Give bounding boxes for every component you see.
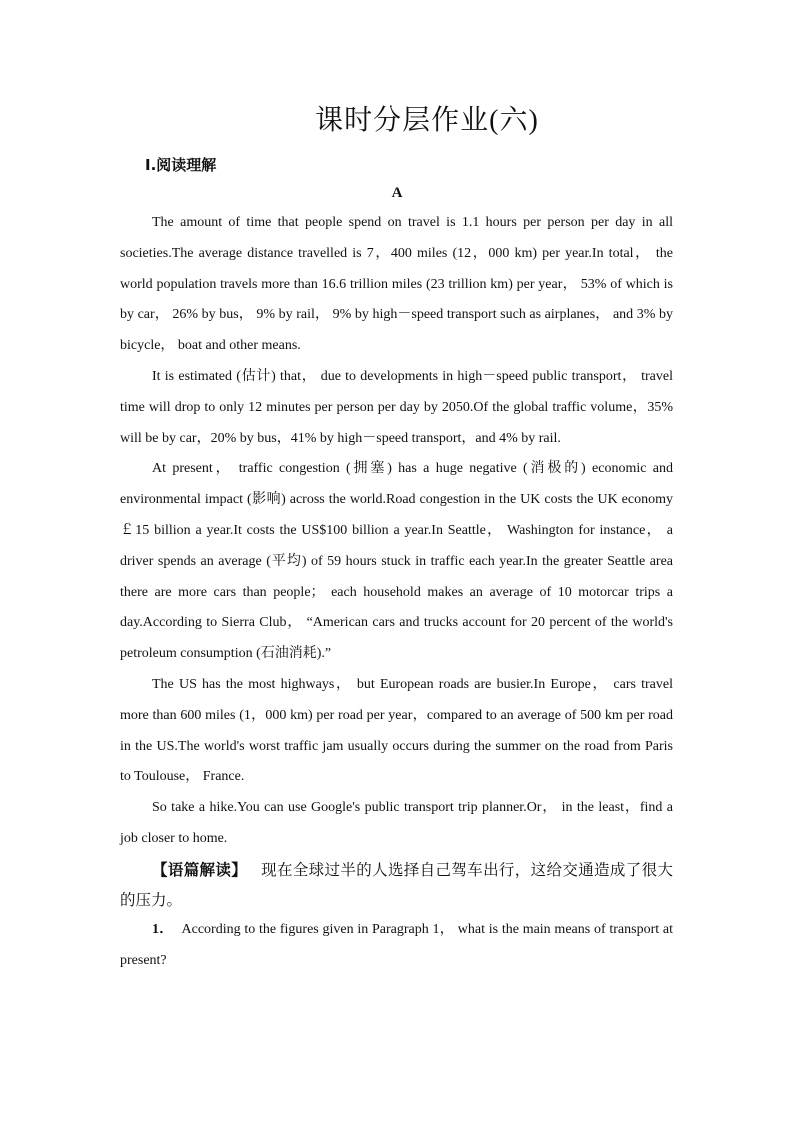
passage-body	[120, 208, 673, 976]
question-number: 1．	[152, 921, 174, 937]
paragraph-5: So take a hike.You can use Google's public transport trip planner.Or， in the least，find a job closer to home.	[120, 800, 673, 846]
passage-analysis	[120, 855, 673, 915]
section-heading: Ⅰ.阅读理解	[145, 156, 217, 174]
paragraph-4: The US has the most highways， but European roads are busier.In Europe， cars travel more than 600 miles (1，000 km) per road per year，compared to an average of 500 km per road in the US.The world's worst traffic jam usually occurs during the summer on the road from Paris to Toulouse， France.	[120, 676, 673, 785]
question-1	[120, 915, 673, 977]
paragraph-2: It is estimated (估计) that， due to developments in high－speed public transport， travel time will drop to only 12 minutes per person per day by 2050.Of the global traffic volume，35% will be by car，20% by bus，41% by high－speed transport，and 4% by rail.	[120, 368, 673, 446]
passage-letter: A	[391, 185, 403, 201]
page-title: 课时分层作业(六)	[315, 105, 539, 136]
analysis-text: 现在全球过半的人选择自己驾车出行，这给交通造成了很大的压力。	[120, 860, 673, 909]
question-text: According to the figures given in Paragraph 1， what is the main means of transport at present?	[120, 921, 673, 968]
paragraph-3: At present， traffic congestion (拥塞) has a huge negative (消极的) economic and environmental impact (影响) across the world.Road congestion in the UK costs the UK economy ￡15 billion a year.It costs the US$100 billion a year.In Seattle， Washington for instance， a driver spends an average (平均) of 59 hours stuck in traffic each year.In the greater Seattle area there are more cars than people； each household makes an average of 10 motorcar trips a day.According to Sierra Club， “American cars and trucks account for 20 percent of the world's petroleum consumption (石油消耗).”	[120, 461, 673, 662]
analysis-tag: 【语篇解读】	[152, 860, 248, 879]
paragraph-1: The amount of time that people spend on travel is 1.1 hours per person per day in all societies.The average distance travelled is 7，400 miles (12，000 km) per year.In total， the world population travels more than 16.6 trillion miles (23 trillion km) per year， 53% of which is by car， 26% by bus， 9% by rail， 9% by high－speed transport such as airplanes， and 3% by bicycle， boat and other means.	[120, 215, 673, 354]
